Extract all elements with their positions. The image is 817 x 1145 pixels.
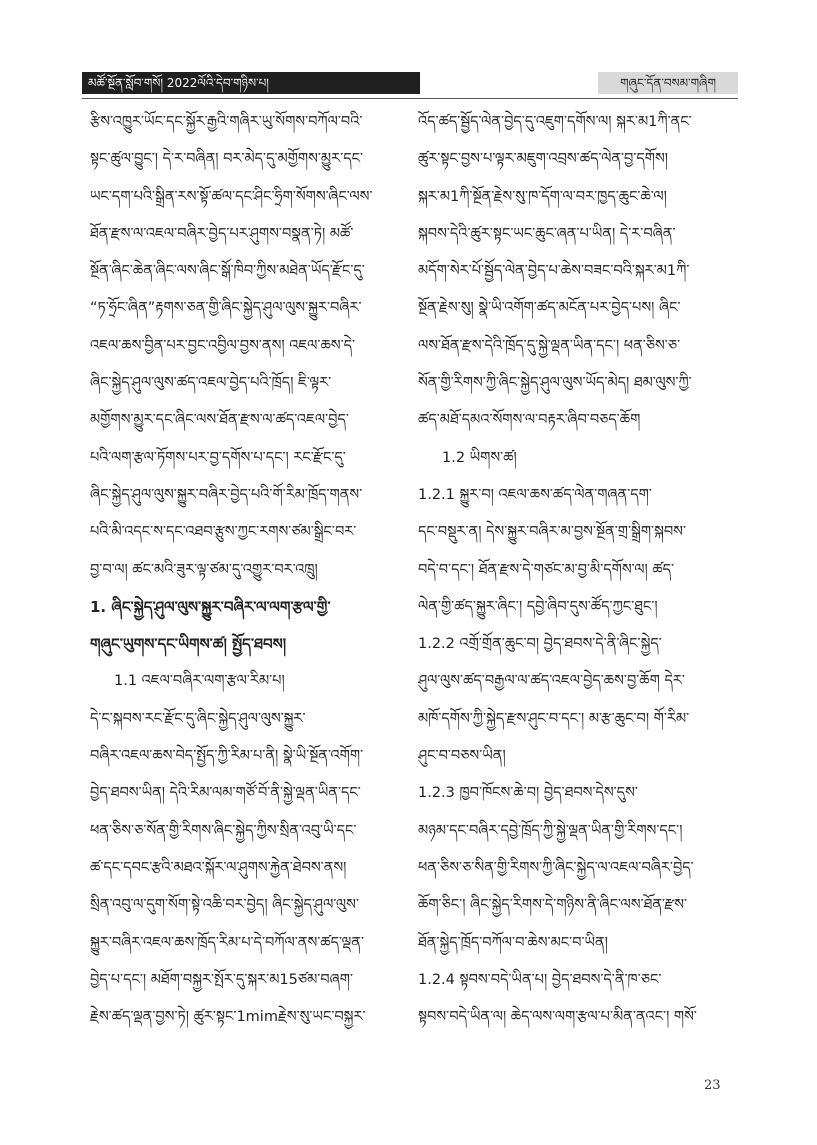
body-paragraph: རྩིས་འཁྱུར་ཡོང་དང་སྐྱོར་རྒྱའི་གཞིར་ཡུ་སོགས་བཀོལ་བའི་ སྟང་ཚུལ་བྱུང་། དེ་ར་བཞིན། བར་མེད་དུ་མགྱོགས་མྱུར་དང་ ཡང་དག་པའི་སྒྲིན་རས་སྟོ་ཚལ་དང་ཤིང་ཧྲིག་སོགས་ཞིང་ལས་ ཐོན་རྫས་ལ་འཇལ་བཞིར་བྱེད་པར་ཤུགས་བསྣན་ཏེ། མཚོ་ སྔོན་ཞིང་ཆེན་ཞིང་ལས་ཞིང་སྒོ་ཁིབ་ཀྱིས་མཐེན་ཡོད་རྫོང་དུ་ “ཏ་ཧྲོང་ཞིན”རྟགས་ཅན་གྱི་ཞིང་སྐྱེད་ཤུལ་ལུས་སྐྱུར་བཞིར་ འཇལ་ཆས་བྱིན་པར་བྱང་འབྱིལ་བྱས་ནས། འཇལ་ཆས་དེ་ ཞིང་སྐྱེད་ཤུལ་ལུས་ཚད་འཇལ་བྱེད་པའི་ཁྲོད། ཇི་ལྟར་ མགྱོགས་མྱུར་དང་ཞིང་ལས་ཐོན་རྫས་ལ་ཚད་འཇལ་བྱེད་ པའི་ལག་རྩལ་ཏོགས་པར་བྱ་དགོས་པ་དང་། རང་རྫོང་དུ་ ཞིང་སྐྱེད་ཤུལ་ལུས་སྐྱུར་བཞིར་བྱེད་པའི་གོ་རིམ་ཁྲོད་གནས་ པའི་མི་འདང་ས་དང་འཐབ་རྩུས་ཀྱང་རགས་ཙམ་སྒྲིང་བར་ བྱ་བ་ལ། ཚང་མའི་ཟུར་ལྟ་ཙམ་དུ་འགྱུར་བར་འཁྲུ།: [90, 114, 373, 578]
section-header: གཞུང་དོན་བསམ་གཞིག: [598, 72, 738, 94]
left-column: [90, 104, 406, 1064]
journal-header: མཚོ་སྔོན་སློབ་གསོ། 2022ལོའི་དེབ་གཉིས་པ།: [82, 72, 420, 94]
subsection-heading: 1.2 ཡིགས་ཚ།: [442, 449, 517, 466]
header-divider: [82, 98, 738, 99]
right-column: [418, 104, 734, 1064]
subsection-heading: 1.1 འཇལ་བཞིར་ལག་རྩལ་རིམ་པ།: [114, 673, 285, 690]
body-paragraph: 1.2.1 སྐྱུར་བ། འཇལ་ཆས་ཚད་ལེན་གཞན་དག་ དང་བསྡུར་ན། དེས་སྐྱུར་བཞིར་མ་བྱས་སྔོན་གྲ་སྒྲིག་སྐབས་ བདེ་བ་དང་། ཐོན་རྫས་དེ་གཙང་མ་བྱ་མི་དགོས་ལ། ཚད་ ལེན་གྱི་ཚད་སྐྱུར་ཞིང་། དབྱེ་ཞིབ་དུས་ཚོད་ཀྱང་ཐུང་། 1.2.2 འགྲོ་གྲོན་ཆུང་བ། བྱེད་ཐབས་དེ་ནི་ཞིང་སྐྱེད་ ཤུལ་ལུས་ཚད་བརྒྱལ་ལ་ཚད་འཇལ་བྱེད་ཆས་བྱ་ཆོག དེར་ མཁོ་དགོས་ཀྱི་སྐྱེད་རྫས་ཤུང་བ་དང་། མ་རྩ་ཆུང་བ། གོ་རིམ་ ཤུང་བ་བཅས་ཡིན། 1.2.3 ཁྱབ་ཁོངས་ཆེ་བ། བྱེད་ཐབས་དེས་དུས་ མཉམ་དང་བཞིར་དབྱེ་ཁྲོད་ཀྱི་སྐྱེ་ལྡན་ཡིན་གྱི་རིགས་དང་། ཕན་ཅིས་ཅ་སིན་གྱི་རིགས་ཀྱི་ཞིང་སྐྱེད་ལ་འཇལ་བཞིར་བྱེད་ ཆོག་ཅིང་། ཞིང་སྐྱེད་རིགས་དེ་གཉིས་ནི་ཞིང་ལས་ཐོན་རྫས་ ཐོན་སྐྱེད་ཁྲོད་བཀོལ་བ་ཆེས་མང་བ་ཡིན། 1.2.4 སྟབས་བདེ་ཡིན་པ། བྱེད་ཐབས་དེ་ནི་ཁ་ཅང་ སྟབས་བདེ་ཡིན་ལ། ཆེད་ལས་ལག་རྩལ་པ་མིན་ནའང་། གསོ་: [418, 486, 697, 1026]
body-paragraph: འོད་ཚད་སྦྱོད་ལེན་བྱེད་དུ་འཇུག་དགོས་ལ། སྐར་མ1ཀི་ནང་ ཚུར་སྟང་བྱས་པ་ལྟར་མཇུག་འབྲས་ཚད་ལེན་བྱ་དགོས། སྐར་མ1ཀི་སྔོན་རྗེས་སུ་ཁ་དོག་ལ་བར་ཁྱད་ཆུང་ཆེ་ལ། སྐབས་དེའི་ཚུར་སྟང་ཡང་ཆུང་ཞན་པ་ཡིན། དེ་ར་བཞིན་ མདོག་སེར་པོ་སྦྱོད་ལེན་བྱེད་པ་ཆེས་བཟང་བའི་སྐར་མ1ཀི་ སྔོན་རྗེས་སུ། སྣེ་ཡི་འགོག་ཚད་མངོན་པར་བྱེད་པས། ཞིང་ ལས་ཐོན་རྫས་དེའི་ཁྲོད་དུ་སྐྱེ་ལྡན་ཡིན་དང་། ཕན་ཅིས་ཅ་ སོན་གྱི་རིགས་ཀྱི་ཞིང་སྐྱེད་ཤུལ་ལུས་ཡོད་མེད། ཐམ་ལུས་ཀྱི་ ཚད་མཐོ་དམའ་སོགས་ལ་བརྟར་ཞིབ་བཅད་ཆོག: [418, 114, 692, 429]
body-paragraph: དེ་ང་སྐབས་རང་རྫོང་དུ་ཞིང་སྐྱེད་ཤུལ་ལུས་སྐྱུར་ བཞིར་འཇལ་ཆས་བེད་སྤྱོད་ཀྱི་རིམ་པ་ནི། སྣེ་ཡི་སྔོན་འགོག་ བྱེད་ཐབས་ཡིན། དེའི་རིམ་ལམ་གཙོ་བོ་ནི་སྐྱེ་ལྡན་ཡིན་དང་ ཕན་ཅིས་ཅ་སོན་གྱི་རིགས་ཞིང་སྐྱེད་ཀྱིས་སྲིན་འབུ་ཡི་དང་ ཚ་དང་དབང་རྩའི་མཐའ་སྐོར་ལ་ཤུགས་རྐྱེན་ཐེབས་ནས། སྲིན་འབུ་ལ་དུག་སོག་སྟེ་འཆི་བར་བྱེད། ཞིང་སྐྱེད་ཤུལ་ལུས་ སྐྱུར་བཞིར་འཇལ་ཆས་ཁྲོད་རིམ་པ་དེ་བཀོལ་ནས་ཚད་ལྡན་ བྱེད་པ་དང་། མཐོག་བསྐྱར་སྤོར་དུ་སྐར་མ15ཙམ་བཞག་ རྗེས་ཚད་ལྡན་བྱས་ཏེ། ཚུར་སྟང་1mimརྗེས་སུ་ཡང་བསྐྱར་: [90, 710, 366, 1026]
page-number: 23: [704, 1078, 721, 1093]
section-heading: 1. ཞིང་སྐྱེད་ཤུལ་ལུས་སྐྱུར་བཞིར་ལ་ལག་རྩལ་གྱི་ གཞུང་ཡུགས་དང་ཡིགས་ཚ། སྤྱོད་ཐབས།: [90, 597, 331, 654]
